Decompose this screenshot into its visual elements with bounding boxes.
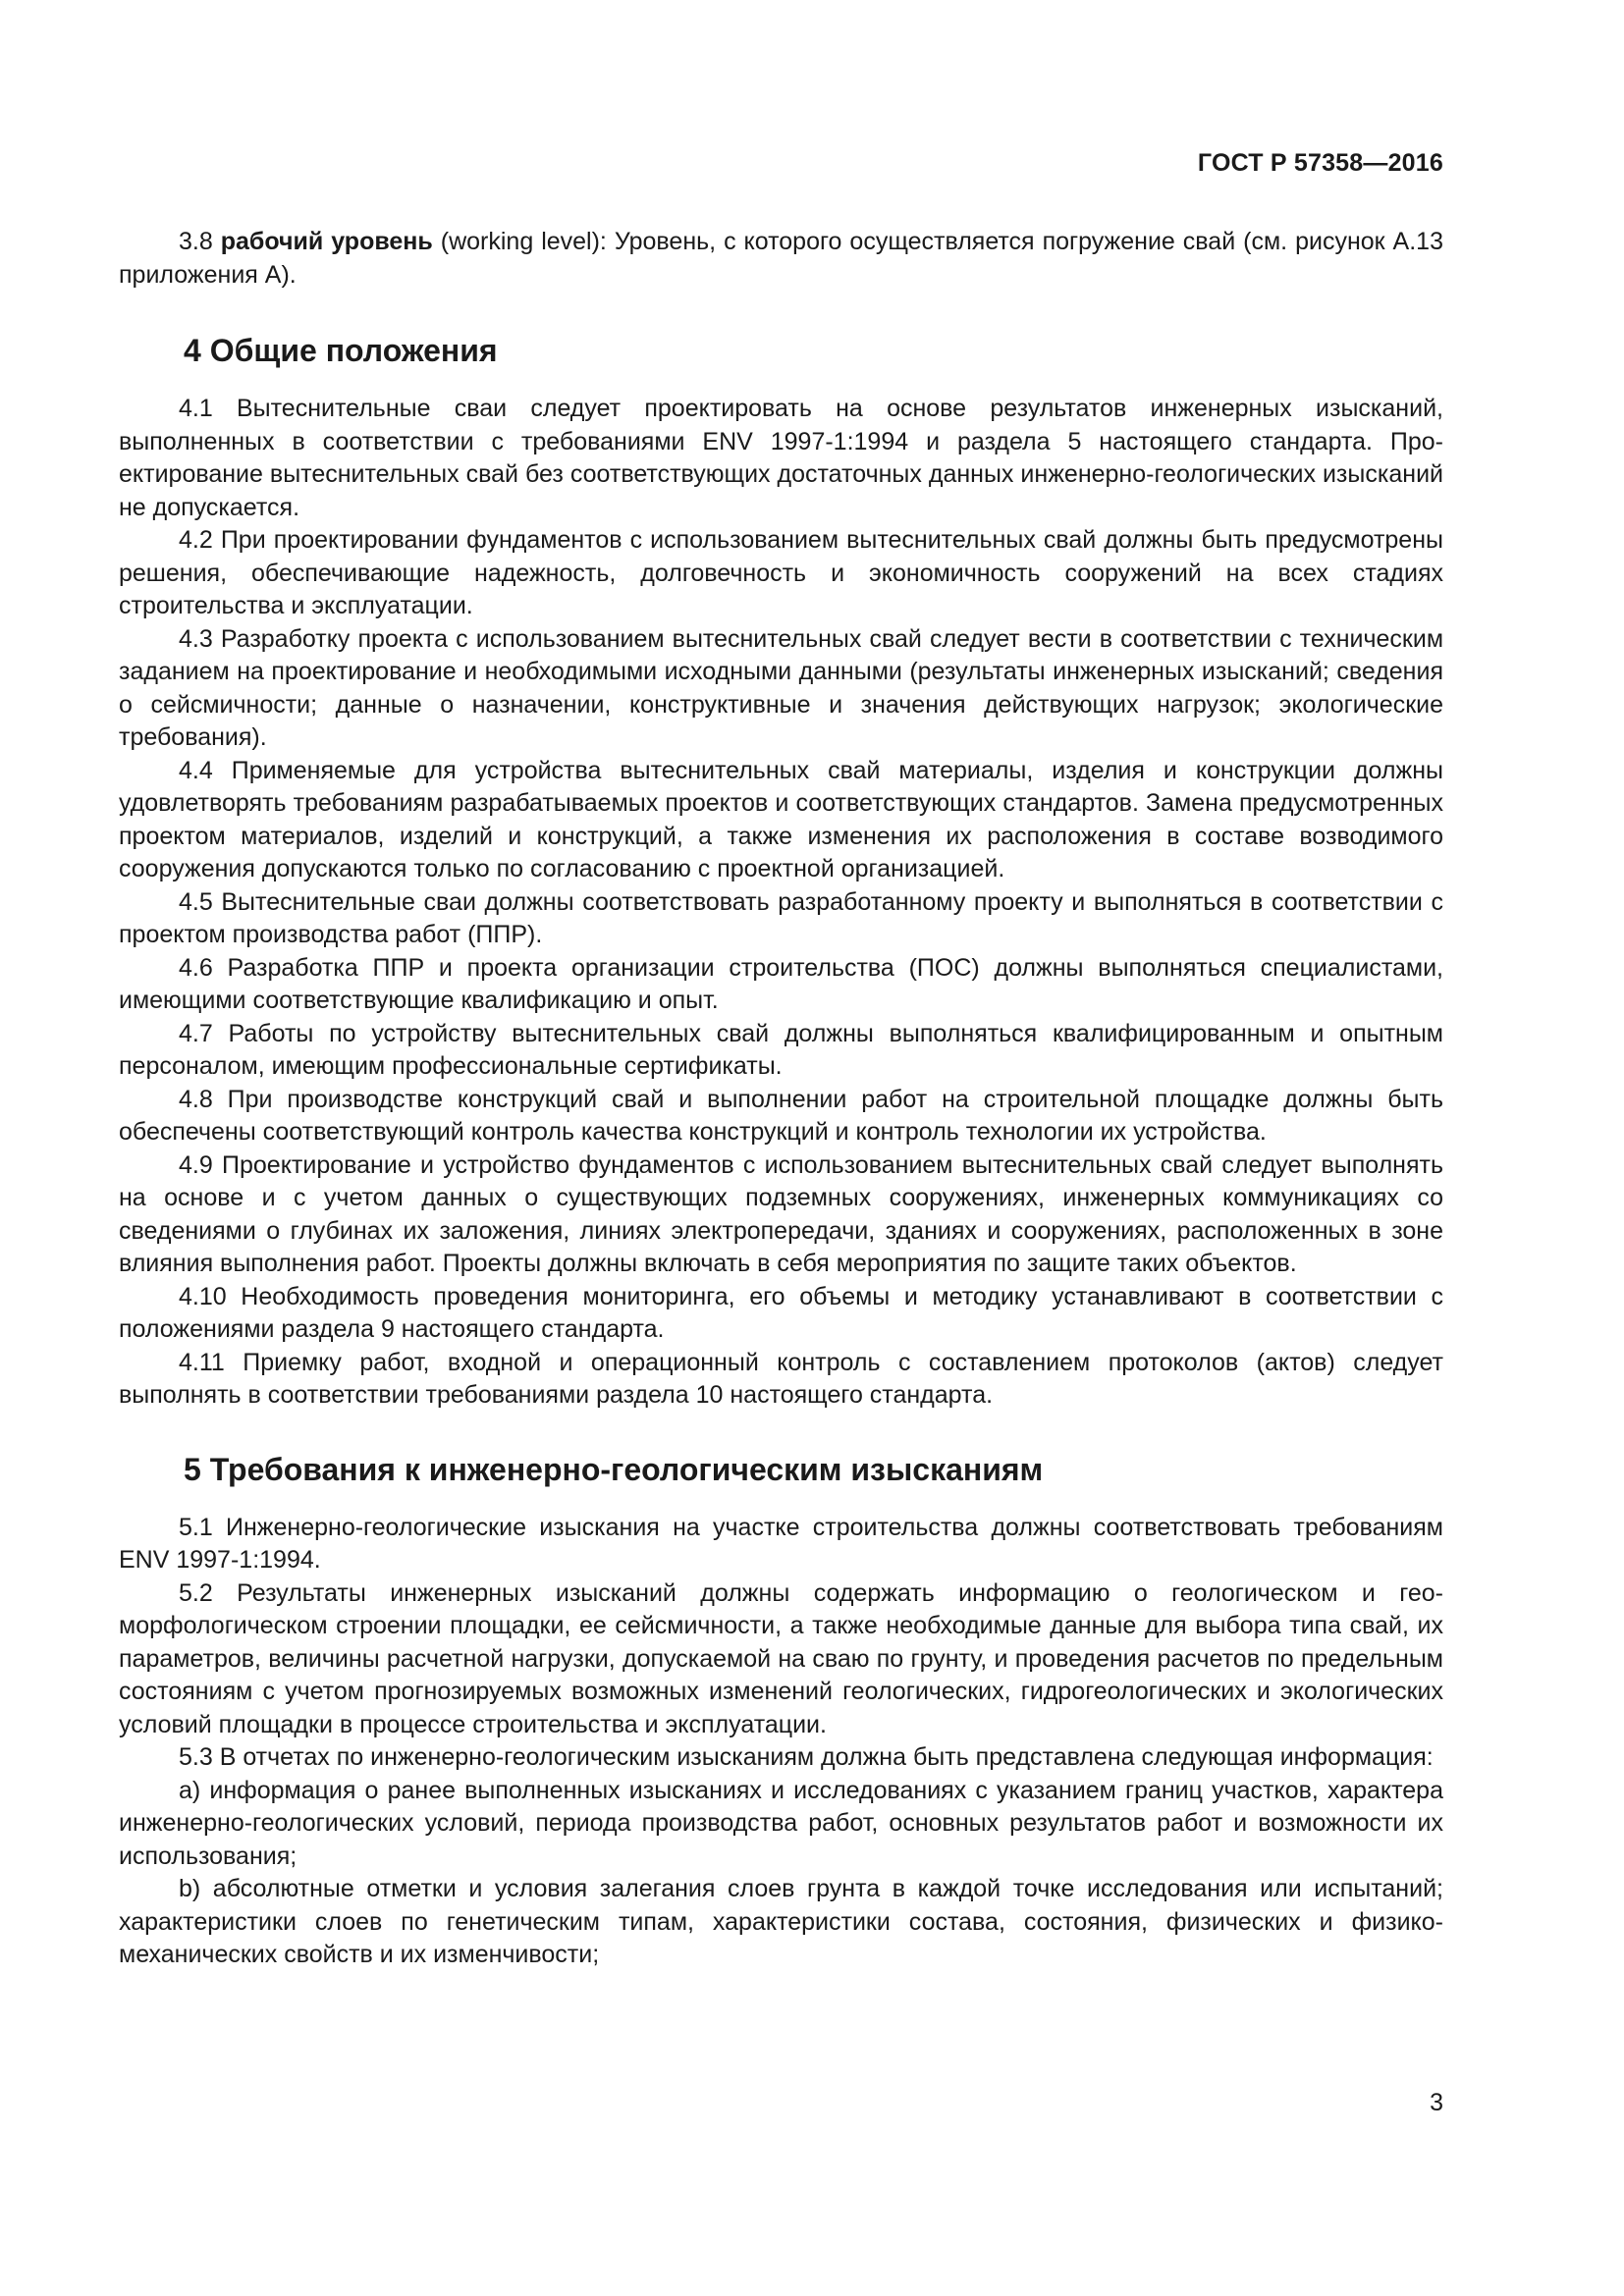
- paragraph-5-2: 5.2 Результаты инженерных изысканий должны содержать информацию о геологическом и геоморфологическом строении площадки, ее сейсмичности, а также необходимые данные для выбора типа свай, их параметров, величины расчетной нагрузки, допускаемой на сваю по грунту, и проведения расчетов по предельным состояниям с учетом прогнозируемых возможных изменений геологических, гидрогеологических и экологических условий площадки в процессе строительства и эксплуатации.: [119, 1578, 1443, 1738]
- paragraph-4-6: 4.6 Разработка ППР и проекта организации строительства (ПОС) должны выполняться специалистами, имеющими соответствующие квалификацию и опыт.: [119, 953, 1443, 1014]
- paragraph-5-1: 5.1 Инженерно-геологические изыскания на участке строительства должны соответствовать требованиям ENV 1997-1:1994.: [119, 1513, 1443, 1574]
- paragraph-4-5: 4.5 Вытеснительные сваи должны соответствовать разработанному проекту и выполняться в соответствии с проектом производства работ (ППР).: [119, 887, 1443, 948]
- paragraph-4-1: 4.1 Вытеснительные сваи следует проектировать на основе результатов инженерных изысканий, выполненных в соответствии с требованиями ENV 1997-1:1994 и раздела 5 настоящего стандарта. Проектирование вытеснительных свай без соответствующих достаточных данных инженерно-геологических изысканий не допускается.: [119, 395, 1443, 521]
- standard-code: ГОСТ Р 57358—2016: [1197, 149, 1443, 177]
- list-item-b: b) абсолютные отметки и условия залегания слоев грунта в каждой точке исследования или испытаний; характеристики слоев по генетическим типам, характеристики состава, состояния, физических и физико-механических свойств и их изменчивости;: [119, 1875, 1443, 1968]
- paragraph-4-7: 4.7 Работы по устройству вытеснительных свай должны выполняться квалифицированным и опытным персоналом, имеющим профессиональные сертификаты.: [119, 1019, 1443, 1080]
- document-content: [119, 226, 1443, 1972]
- term-definition: (working level): Уровень, с которого осуществляется погружение свай (см. рисунок А.13 приложения А).: [119, 228, 1443, 289]
- term-3-8: [119, 226, 1443, 292]
- paragraph-4-10: 4.10 Необходимость проведения мониторинга, его объемы и методику устанавливают в соответствии с положениями раздела 9 настоящего стандарта.: [119, 1282, 1443, 1343]
- page-number: 3: [1430, 2089, 1443, 2116]
- paragraph-4-9: 4.9 Проектирование и устройство фундаментов с использованием вытеснительных свай следует выполнять на основе и с учетом данных о существующих подземных сооружениях, инженерных коммуникациях со сведениями о глубинах их заложения, линиях электропередачи, зданиях и сооружениях, расположенных в зоне влияния выполнения работ. Проекты должны включать в себя мероприятия по защите таких объектов.: [119, 1150, 1443, 1277]
- paragraph-4-2: 4.2 При проектировании фундаментов с использованием вытеснительных свай должны быть предусмотрены решения, обеспечивающие надежность, долговечность и экономичность сооружений на всех стадиях строительства и эксплуатации.: [119, 526, 1443, 619]
- section-4-heading: 4 Общие положения: [184, 333, 498, 368]
- list-item-a: а) информация о ранее выполненных изысканиях и исследованиях с указанием границ участков, характера инженерно-геологических условий, периода производства работ, основных результатов работ и возможности их использования;: [119, 1776, 1443, 1870]
- term-number: 3.8: [179, 228, 213, 255]
- paragraph-4-3: 4.3 Разработку проекта с использованием вытеснительных свай следует вести в соответствии с техническим заданием на проектирование и необходимыми исходными данными (результаты инженерных изысканий; сведения о сейсмичности; данные о назначении, конструктивные и значения действующих нагрузок; экологические требования).: [119, 624, 1443, 751]
- paragraph-4-11: 4.11 Приемку работ, входной и операционный контроль с составлением протоколов (актов) следует выполнять в соответствии требованиями раздела 10 настоящего стандарта.: [119, 1348, 1443, 1409]
- term-title: рабочий уровень: [220, 228, 433, 255]
- paragraph-4-8: 4.8 При производстве конструкций свай и выполнении работ на строительной площадке должны быть обеспечены соответствующий контроль качества конструкций и контроль технологии их устройства.: [119, 1085, 1443, 1146]
- paragraph-5-3: 5.3 В отчетах по инженерно-геологическим изысканиям должна быть представлена следующая информация:: [179, 1743, 1434, 1771]
- paragraph-4-4: 4.4 Применяемые для устройства вытеснительных свай материалы, изделия и конструкции должны удовлетворять требованиям разрабатываемых проектов и соответствующих стандартов. Замена предусмотренных проектом материалов, изделий и конструкций, а также изменения их расположения в составе возводимого сооружения допускаются только по согласованию с проектной организацией.: [119, 756, 1443, 882]
- section-5-heading: 5 Требования к инженерно-геологическим изысканиям: [184, 1451, 1044, 1487]
